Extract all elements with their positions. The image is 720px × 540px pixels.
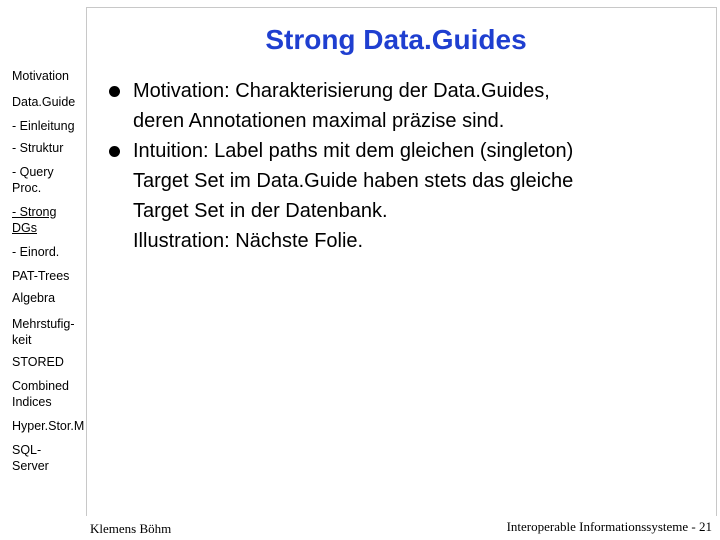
frame-right-line: [716, 7, 717, 516]
sidebar-item-combined-indices[interactable]: Combined Indices: [12, 379, 69, 409]
frame-top-line: [86, 7, 716, 8]
sidebar-item-dataguide[interactable]: Data.Guide: [12, 95, 76, 109]
slide-title: Strong Data.Guides: [265, 24, 527, 55]
bullet-text: Motivation: Charakterisierung der Data.Guides, deren Annotationen maximal präzise sind.: [133, 80, 550, 132]
sidebar-item-hyper-stor-m[interactable]: Hyper.Stor.M: [12, 419, 85, 433]
sidebar-item-motivation[interactable]: Motivation: [12, 69, 69, 83]
sidebar-item-struktur[interactable]: - Struktur: [12, 141, 64, 155]
sidebar-item-einleitung[interactable]: - Einleitung: [12, 119, 75, 133]
sidebar-item-strong-dgs[interactable]: - Strong DGs: [12, 205, 57, 235]
sidebar-item-pat-trees[interactable]: PAT-Trees: [12, 269, 70, 283]
sidebar-item-algebra[interactable]: Algebra: [12, 291, 56, 305]
sidebar-item-mehrstufigkeit[interactable]: Mehrstufig- keit: [12, 317, 75, 347]
bullet-dot-icon: [109, 86, 120, 97]
frame-left-line: [86, 7, 87, 516]
bullet-text: Intuition: Label paths mit dem gleichen (singleton) Target Set im Data.Guide haben stets das gleiche Target Set in der Datenbank. Illustration: Nächste Folie.: [133, 140, 574, 252]
sidebar-item-sql-server[interactable]: SQL- Server: [12, 443, 49, 473]
footer-author: Klemens Böhm: [90, 521, 172, 536]
sidebar-item-einord[interactable]: - Einord.: [12, 245, 60, 259]
sidebar-item-stored[interactable]: STORED: [12, 355, 64, 369]
sidebar-item-query-proc[interactable]: - Query Proc.: [12, 165, 54, 195]
bullet-dot-icon: [109, 146, 120, 157]
bullet-list: [107, 76, 707, 256]
bullet-item: [107, 136, 707, 256]
bullet-item: [107, 76, 707, 136]
footer-course: Interoperable Informationssysteme - 21: [506, 519, 712, 534]
